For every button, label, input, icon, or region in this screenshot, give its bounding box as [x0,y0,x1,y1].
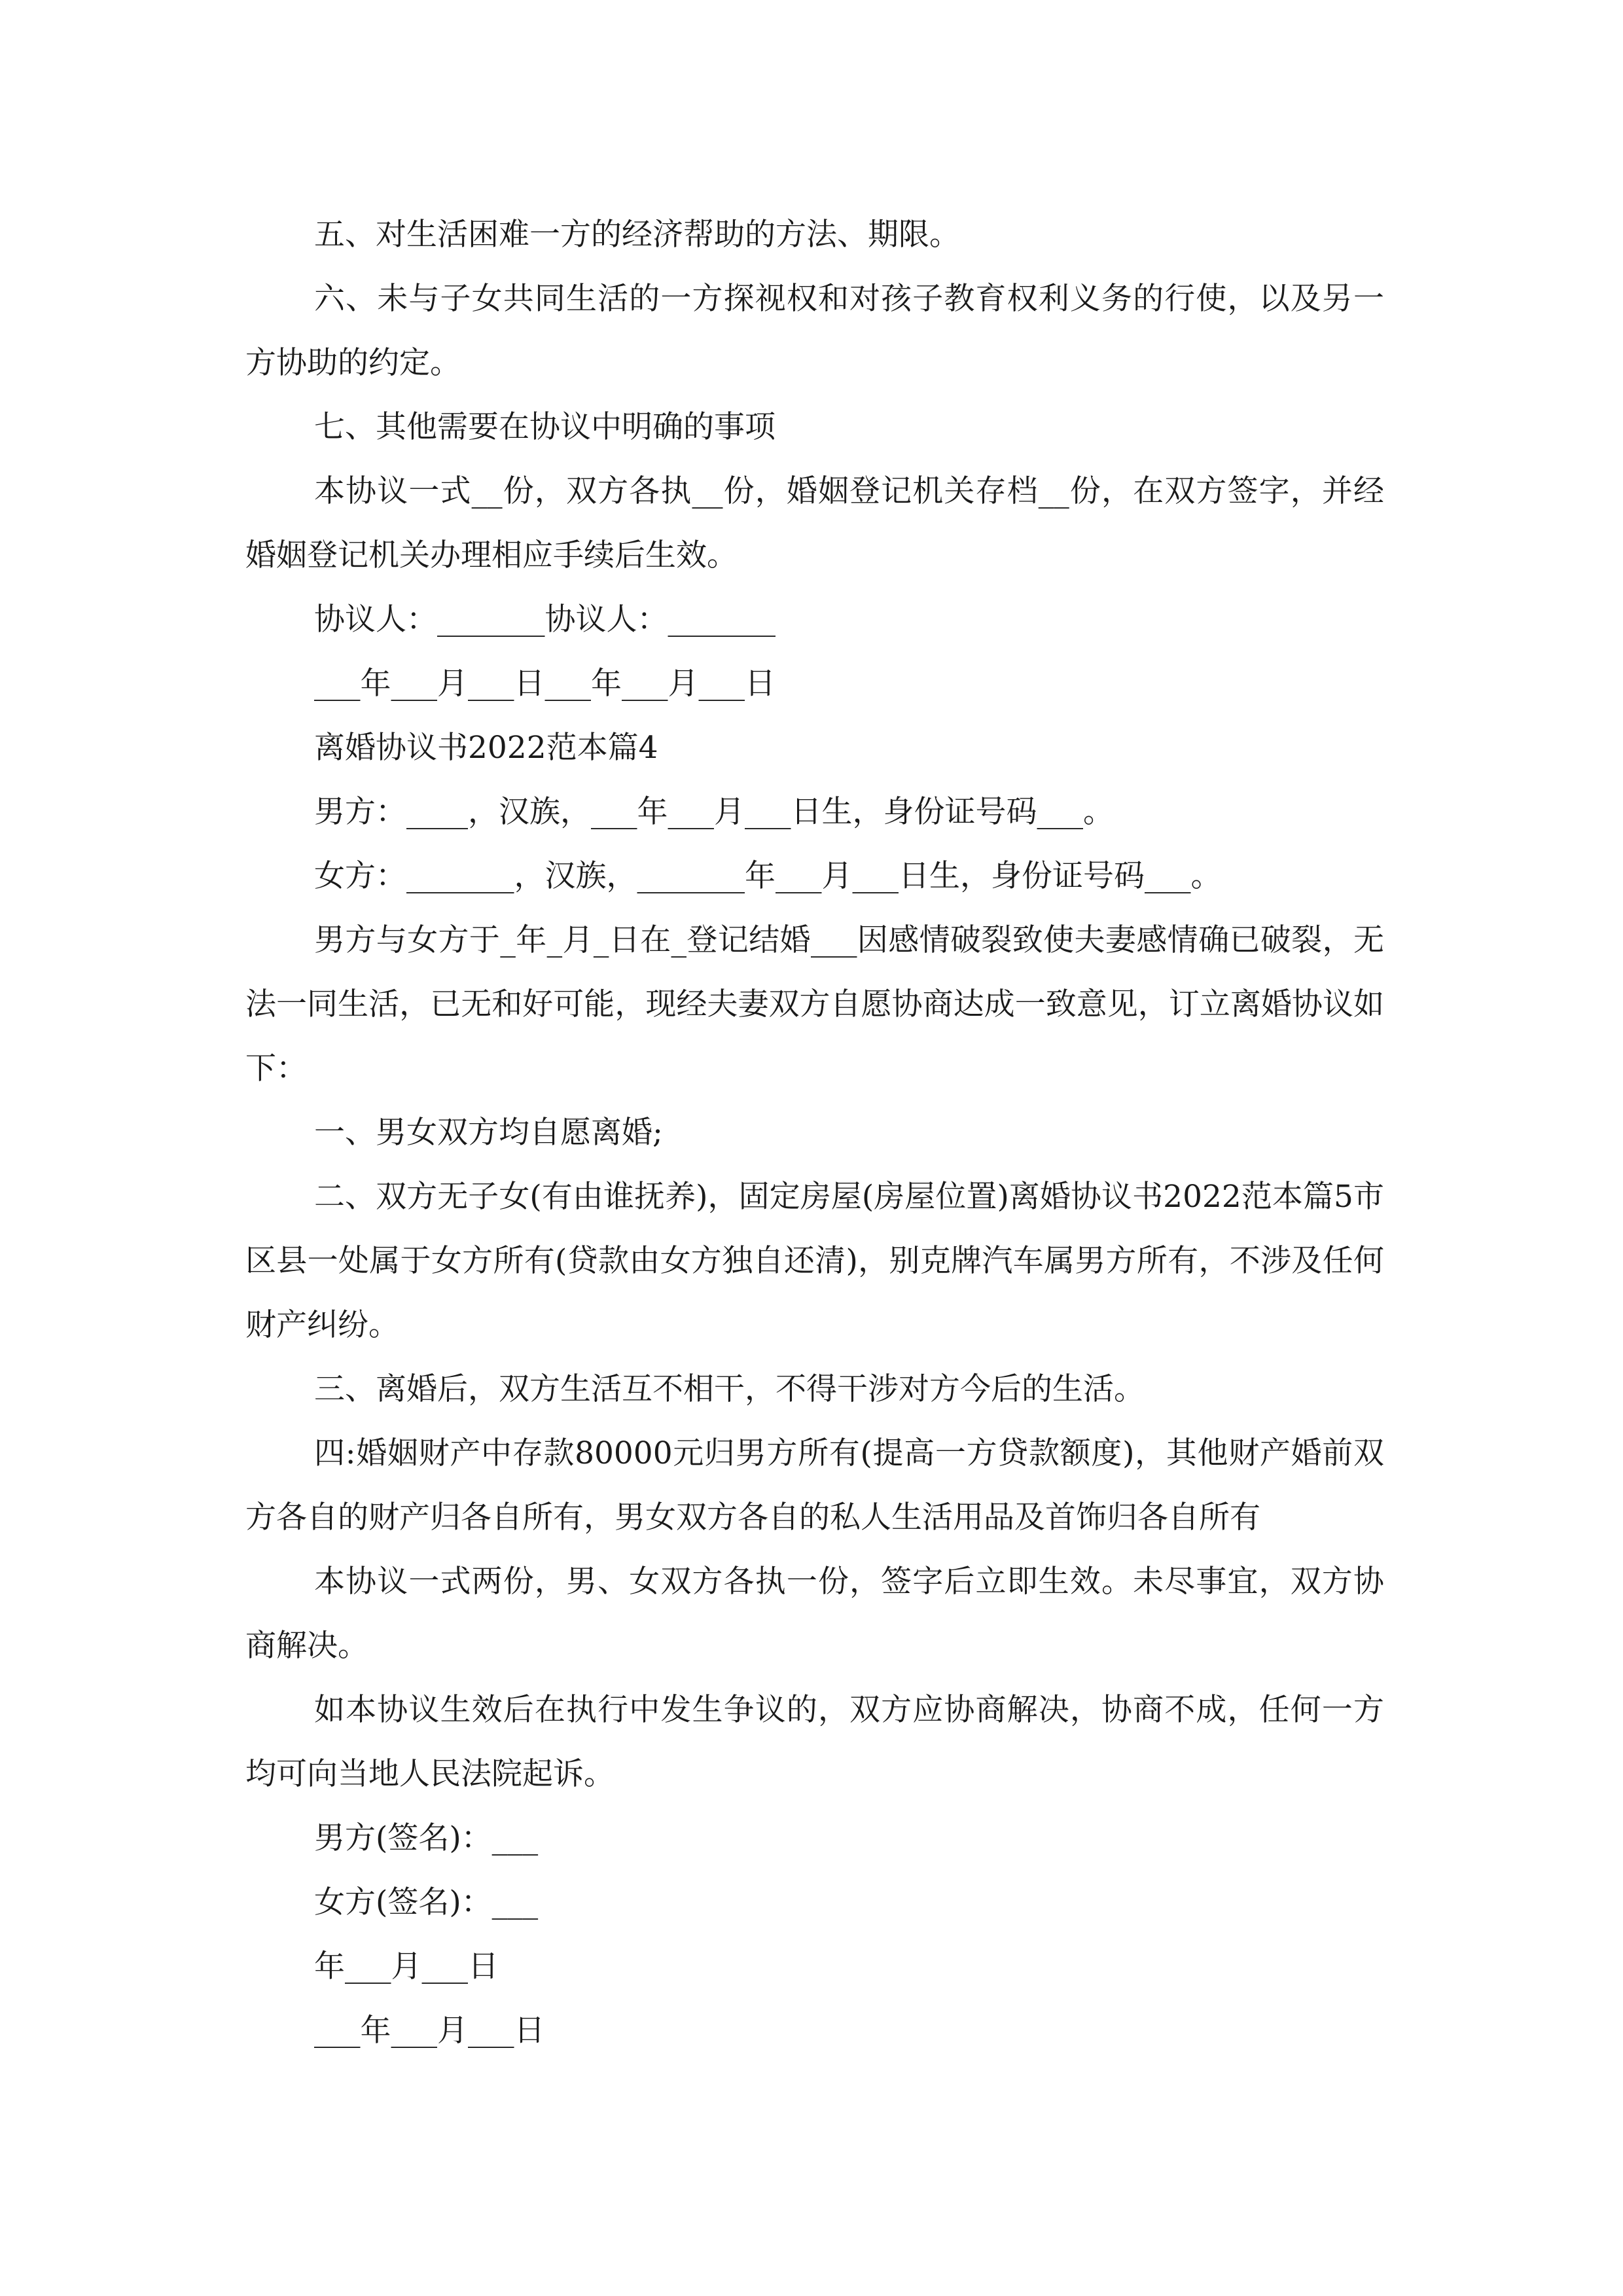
date-line: 年___月___日 [314,1948,499,1984]
wife-info: 女方：_______，汉族，_______年___月___日生，身份证号码___。 [314,858,1222,894]
clause-three: 三、离婚后，双方生活互不相干，不得干涉对方今后的生活。 [314,1371,1145,1407]
husband-info: 男方：____，汉族，___年___月___日生，身份证号码___。 [314,794,1114,830]
preamble: 男方与女方于_年_月_日在_登记结婚___因感情破裂致使夫妻感情确已破裂，无法一同生活，已无和好可能，现经夫妻双方自愿协商达成一致意见，订立离婚协议如下： [245,922,1384,1086]
copies-clause: 本协议一式__份，双方各执__份，婚姻登记机关存档__份，在双方签字，并经婚姻登记机关办理相应手续后生效。 [245,473,1384,573]
clause-five: 五、对生活困难一方的经济帮助的方法、期限。 [314,217,960,253]
dispute-clause: 如本协议生效后在执行中发生争议的，双方应协商解决，协商不成，任何一方均可向当地人民法院起诉。 [245,1692,1384,1792]
document-body [245,203,1384,2063]
clause-six: 六、未与子女共同生活的一方探视权和对孩子教育权利义务的行使，以及另一方协助的约定。 [245,281,1384,381]
date-line-second: ___年___月___日 [314,2013,545,2049]
wife-signature: 女方(签名)：___ [314,1884,539,1920]
clause-seven: 七、其他需要在协议中明确的事项 [314,409,776,445]
effect-clause: 本协议一式两份，男、女双方各执一份，签字后立即生效。未尽事宜，双方协商解决。 [245,1564,1384,1664]
clause-one: 一、男女双方均自愿离婚; [314,1115,663,1151]
clause-two: 二、双方无子女(有由谁抚养)，固定房屋(房屋位置)离婚协议书2022范本篇5市区县一处属于女方所有(贷款由女方独自还清)，别克牌汽车属男方所有，不涉及任何财产纠纷。 [245,1179,1384,1343]
section-title: 离婚协议书2022范本篇4 [314,730,658,766]
husband-signature: 男方(签名)：___ [314,1820,539,1856]
clause-four: 四:婚姻财产中存款80000元归男方所有(提高一方贷款额度)，其他财产婚前双方各自的财产归各自所有，男女双方各自的私人生活用品及首饰归各自所有 [245,1435,1384,1535]
signatories-line: 协议人：_______协议人：_______ [314,601,776,637]
signature-date-line: ___年___月___日___年___月___日 [314,666,776,702]
